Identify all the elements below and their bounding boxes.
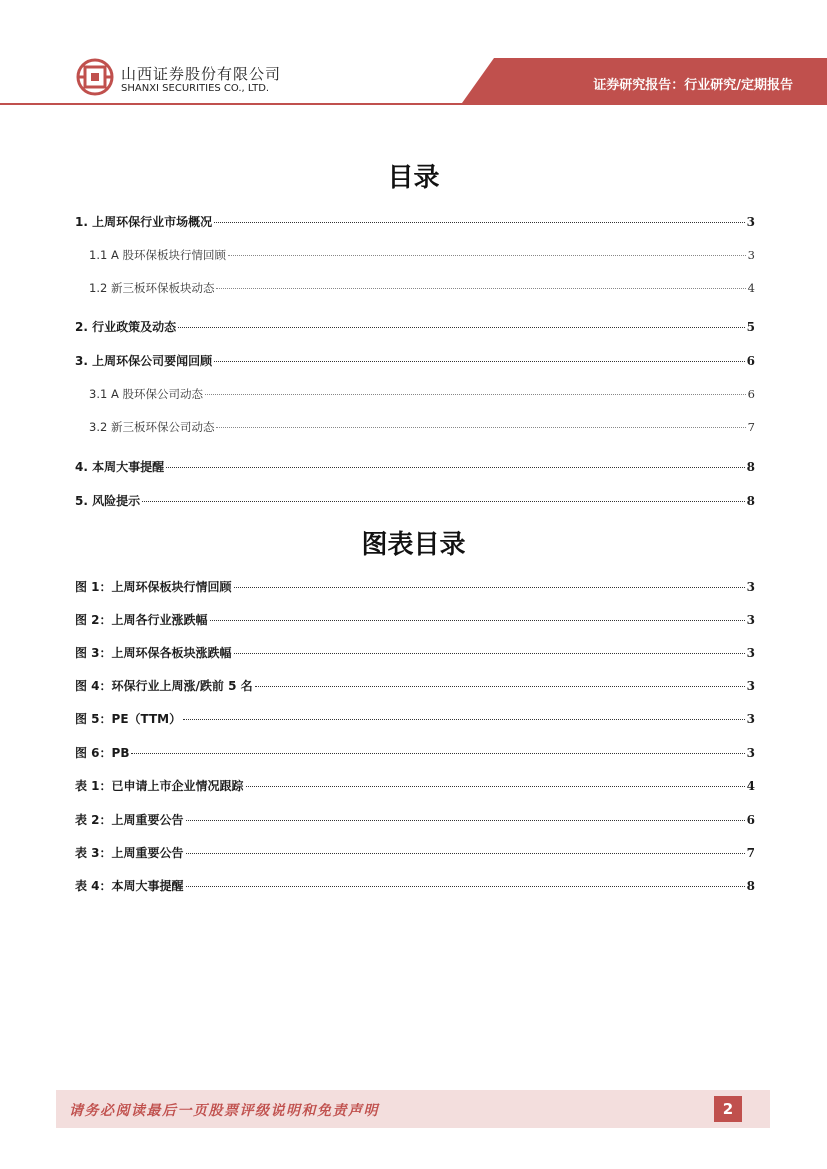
figure-list-entry[interactable] (75, 611, 755, 629)
toc-leader-dots (255, 676, 745, 687)
toc-leader-dots (214, 212, 745, 223)
toc-entry-label: 3.2 新三板环保公司动态 (89, 420, 215, 434)
figure-entry-label: 图 5：PE（TTM） (75, 712, 182, 726)
figure-entry-page: 4 (746, 779, 755, 793)
toc-entry-page: 4 (747, 281, 755, 295)
header-divider (0, 103, 827, 105)
figure-list-entry[interactable] (75, 677, 755, 695)
toc-entry[interactable] (75, 458, 755, 476)
toc-entry-page: 6 (747, 387, 755, 401)
company-name-cn: 山西证券股份有限公司 (121, 65, 282, 83)
toc-leader-dots (183, 709, 745, 720)
figure-list-entry[interactable] (75, 744, 755, 762)
toc-entry[interactable] (75, 492, 755, 510)
toc-entry-label: 3. 上周环保公司要闻回顾 (75, 354, 213, 368)
figure-entry-label: 图 3：上周环保各板块涨跌幅 (75, 646, 232, 660)
figure-entry-page: 3 (746, 746, 755, 760)
toc-leader-dots (131, 743, 744, 754)
figure-entry-page: 8 (746, 879, 755, 893)
toc-leader-dots (246, 776, 745, 787)
toc-entry[interactable] (89, 247, 755, 265)
figure-list-entry[interactable] (75, 811, 755, 829)
toc-entry[interactable] (75, 352, 755, 370)
toc-leader-dots (186, 810, 745, 821)
page-footer (56, 1090, 770, 1128)
toc-entry-label: 1. 上周环保行业市场概况 (75, 215, 213, 229)
figure-entry-page: 3 (746, 712, 755, 726)
figure-entry-page: 3 (746, 646, 755, 660)
toc-entry-page: 3 (747, 248, 755, 262)
toc-entry-label: 2. 行业政策及动态 (75, 320, 177, 334)
toc-entry[interactable] (89, 419, 755, 437)
figure-entry-label: 表 4：本周大事提醒 (75, 879, 184, 893)
toc-entry-page: 7 (747, 420, 755, 434)
toc-entry-page: 8 (746, 460, 755, 474)
report-type-label: 证券研究报告：行业研究/定期报告 (593, 78, 793, 93)
toc-leader-dots (205, 384, 746, 395)
toc-entry[interactable] (75, 318, 755, 336)
toc-entry[interactable] (89, 280, 755, 298)
toc-leader-dots (234, 577, 745, 588)
toc-leader-dots (186, 876, 745, 887)
company-name-en: SHANXI SECURITIES CO., LTD. (121, 83, 270, 94)
figure-entry-page: 7 (746, 846, 755, 860)
toc-entry-label: 1.2 新三板环保板块动态 (89, 281, 215, 295)
figure-entry-page: 3 (746, 613, 755, 627)
figure-list-entry[interactable] (75, 710, 755, 728)
figure-entry-label: 图 6：PB (75, 746, 130, 760)
figure-entry-page: 6 (746, 813, 755, 827)
figure-list-entry[interactable] (75, 644, 755, 662)
company-logo-icon (76, 58, 114, 96)
figure-list-title: 图表目录 (361, 530, 466, 560)
figure-entry-label: 表 3：上周重要公告 (75, 846, 184, 860)
figure-entry-label: 表 2：上周重要公告 (75, 813, 184, 827)
toc-entry-page: 8 (746, 494, 755, 508)
toc-entry-page: 5 (746, 320, 755, 334)
figure-entry-page: 3 (746, 580, 755, 594)
toc-entry-label: 3.1 A 股环保公司动态 (89, 387, 203, 401)
toc-leader-dots (178, 317, 745, 328)
toc-leader-dots (186, 843, 745, 854)
figure-entry-label: 表 1：已申请上市企业情况跟踪 (75, 779, 244, 793)
toc-leader-dots (228, 245, 746, 256)
figure-list-entry[interactable] (75, 877, 755, 895)
toc-entry[interactable] (75, 213, 755, 231)
page-number: 2 (714, 1096, 742, 1122)
figure-list-entry[interactable] (75, 777, 755, 795)
toc-title: 目录 (387, 163, 440, 193)
figure-entry-label: 图 1：上周环保板块行情回顾 (75, 580, 232, 594)
toc-leader-dots (216, 417, 745, 428)
toc-leader-dots (216, 278, 745, 289)
toc-entry-label: 1.1 A 股环保板块行情回顾 (89, 248, 226, 262)
toc-leader-dots (210, 610, 745, 621)
toc-entry-page: 6 (746, 354, 755, 368)
toc-entry-label: 5. 风险提示 (75, 494, 141, 508)
figure-entry-label: 图 4：环保行业上周涨/跌前 5 名 (75, 679, 253, 693)
figure-entry-label: 图 2：上周各行业涨跌幅 (75, 613, 208, 627)
toc-leader-dots (166, 457, 745, 468)
page-header (0, 0, 827, 105)
toc-leader-dots (142, 491, 745, 502)
toc-entry[interactable] (89, 386, 755, 404)
toc-leader-dots (214, 351, 745, 362)
figure-list-entry[interactable] (75, 844, 755, 862)
figure-entry-page: 3 (746, 679, 755, 693)
disclaimer-notice: 请务必阅读最后一页股票评级说明和免责声明 (69, 1103, 379, 1119)
toc-entry-page: 3 (746, 215, 755, 229)
figure-list-entry[interactable] (75, 578, 755, 596)
toc-leader-dots (234, 643, 745, 654)
toc-entry-label: 4. 本周大事提醒 (75, 460, 165, 474)
